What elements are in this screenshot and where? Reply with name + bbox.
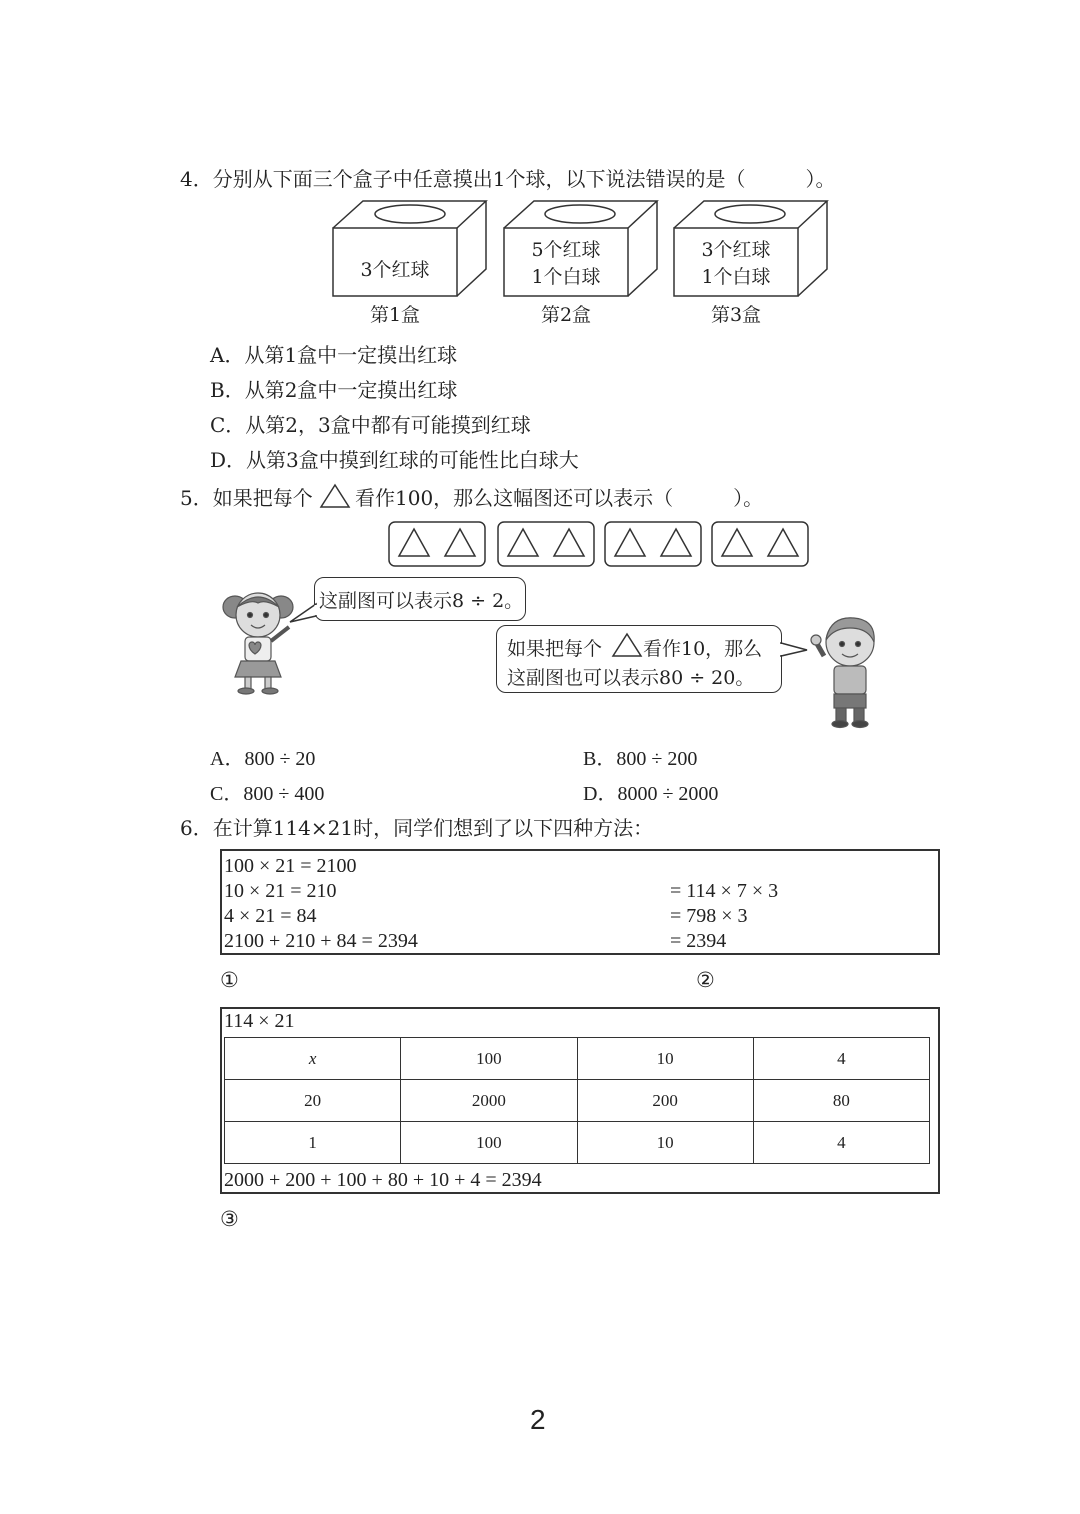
method3-label: ③ [220,1207,239,1231]
grid-cell: 10 [577,1038,753,1080]
method3-grid [224,1037,930,1164]
triangle-icon [318,482,352,510]
method2-line3: = 2394 [670,930,727,952]
grid-cell: 1 [225,1122,401,1164]
box3-caption: 第3盒 [710,304,762,326]
q4-option-c[interactable]: C．从第2，3盒中都有可能摸到红球 [210,413,531,437]
girl-bubble-tail [288,602,318,626]
girl-speech-bubble [314,577,526,621]
method3-sum: 2000 + 200 + 100 + 80 + 10 + 4 = 2394 [224,1169,542,1191]
grid-cell: 10 [577,1122,753,1164]
grid-cell: 200 [577,1080,753,1122]
grid-cell: 100 [401,1122,577,1164]
grid-cell: 4 [753,1038,929,1080]
q5-option-c[interactable]: C．800 ÷ 400 [210,783,325,805]
q4-option-b[interactable]: B．从第2盒中一定摸出红球 [210,378,458,402]
triangle-groups-illustration [386,519,812,571]
box1-content: 3个红球 [360,259,430,281]
grid-cell: 20 [225,1080,401,1122]
q4-stem: 4．分别从下面三个盒子中任意摸出1个球，以下说法错误的是（ ）。 [180,167,836,191]
method2-line2: = 798 × 3 [670,905,748,927]
grid-cell: 100 [401,1038,577,1080]
method1-line2: 10 × 21 = 210 [224,880,337,902]
method1-line4: 2100 + 210 + 84 = 2394 [224,930,418,952]
method3-title: 114 × 21 [224,1010,295,1032]
grid-row [225,1122,930,1164]
q5-option-d[interactable]: D．8000 ÷ 2000 [583,783,719,805]
boy-speech-bubble [496,625,782,693]
grid-row [225,1080,930,1122]
boy-bubble-tail [779,640,809,664]
box2-caption: 第2盒 [540,304,592,326]
q5-stem-part2: 看作100，那么这幅图还可以表示（ ）。 [355,486,764,510]
box3-content-line2: 1个白球 [701,266,771,288]
q4-option-a[interactable]: A．从第1盒中一定摸出红球 [210,343,458,367]
grid-cell: 2000 [401,1080,577,1122]
boy-speech-line1-part1: 如果把每个 [507,638,603,660]
box1-caption: 第1盒 [369,304,421,326]
method2-line1: = 114 × 7 × 3 [670,880,779,902]
q5-option-b[interactable]: B．800 ÷ 200 [583,748,698,770]
q5-stem-part1: 5．如果把每个 [180,486,313,510]
method1-line1: 100 × 21 = 2100 [224,855,357,877]
triangle-icon [611,632,643,658]
page-number: 2 [530,1404,546,1435]
method1-line3: 4 × 21 = 84 [224,905,317,927]
q6-stem: 6．在计算114×21时，同学们想到了以下四种方法： [180,816,654,840]
method1-label: ① [220,968,239,992]
boy-speech-line1-part2: 看作10，那么 [643,638,763,660]
grid-row [225,1038,930,1080]
boy-illustration [810,612,888,730]
q4-option-d[interactable]: D．从第3盒中摸到红球的可能性比白球大 [210,448,579,472]
q5-option-a[interactable]: A．800 ÷ 20 [210,748,316,770]
girl-speech-text: 这副图可以表示8 ÷ 2。 [319,590,524,612]
grid-cell: x [225,1038,401,1080]
box3-content-line1: 3个红球 [701,239,771,261]
grid-cell: 80 [753,1080,929,1122]
box2-content-line1: 5个红球 [531,239,601,261]
boy-speech-line2: 这副图也可以表示80 ÷ 20。 [507,667,755,689]
method2-label: ② [696,968,715,992]
grid-cell: 4 [753,1122,929,1164]
box2-content-line2: 1个白球 [531,266,601,288]
